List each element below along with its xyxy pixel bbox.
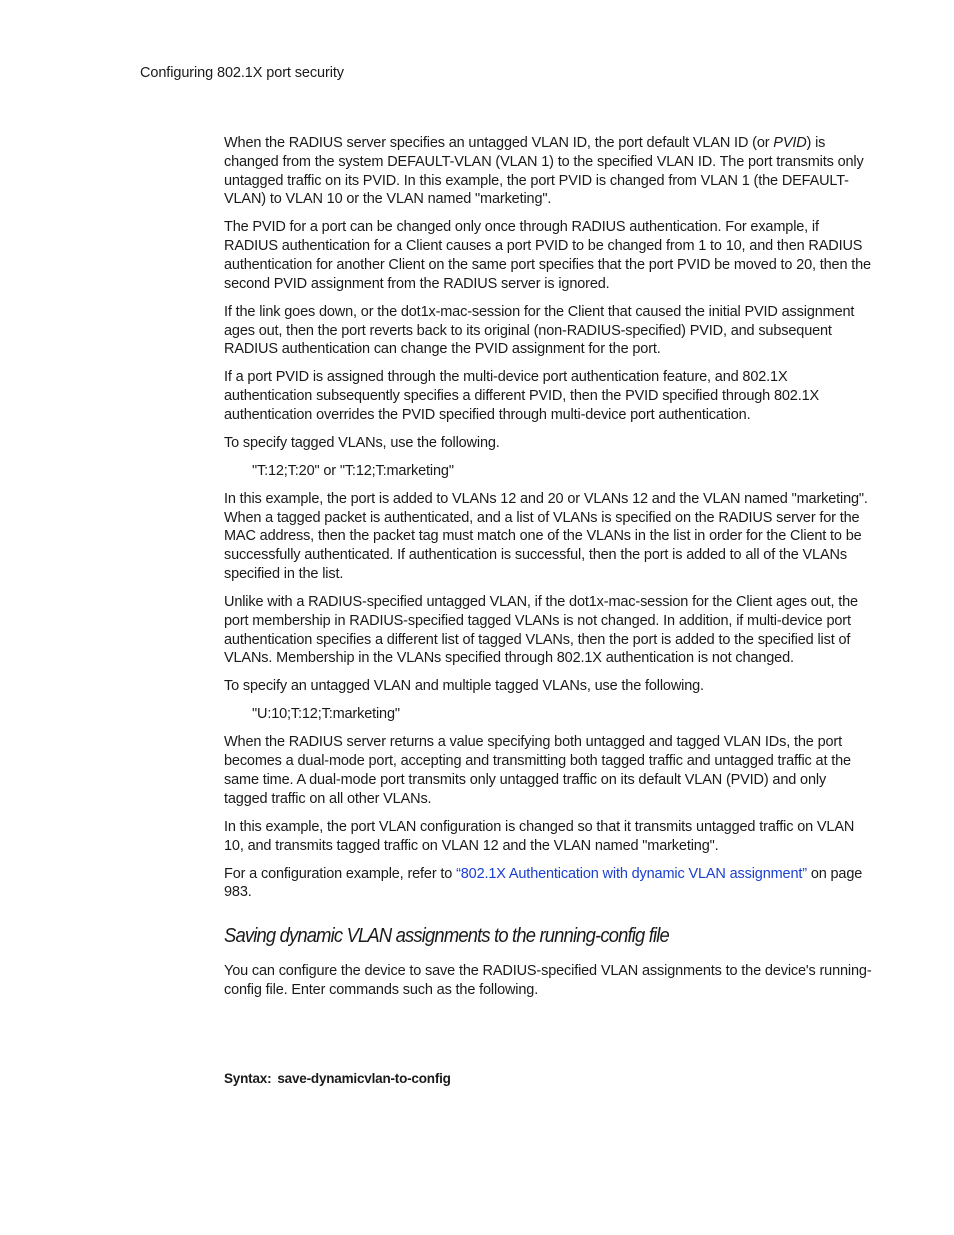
paragraph-pvid-intro: When the RADIUS server specifies an untagged VLAN ID, the port default VLAN ID (or PVID) is changed from the system DEFAULT-VLAN (VLAN 1) to the specified VLAN ID. The port transmits only untagged traffic on its PVID. In this example, the port PVID is changed from VLAN 1 (the DEFAULT-VLAN) to VLAN 10 or the VLAN named "marketing". bbox=[224, 135, 864, 208]
paragraph-dual-example: In this example, the port VLAN configuration is changed so that it transmits untagged traffic on VLAN 10, and transmits tagged traffic on VLAN 12 and the VLAN named "marketing". bbox=[224, 818, 855, 854]
running-header: Configuring 802.1X port security bbox=[140, 65, 344, 81]
paragraph-untagged-multi-intro: To specify an untagged VLAN and multiple tagged VLANs, use the following. bbox=[224, 678, 704, 695]
paragraph-tagged-explain: In this example, the port is added to VLANs 12 and 20 or VLANs 12 and the VLAN named "marketing". When a tagged packet is authenticated, and a list of VLANs is specified on the RADIUS server for the MAC address, then the packet tag must match one of the VLANs in the list in order for the Client to be successfully authenticated. If authentication is successful, then the port is added to all of the VLANs specified in the list. bbox=[224, 490, 868, 583]
syntax-label: Syntax: bbox=[224, 1071, 272, 1086]
term-pvid: PVID bbox=[773, 135, 807, 151]
paragraph-unlike-untagged: Unlike with a RADIUS-specified untagged VLAN, if the dot1x-mac-session for the Client ages out, the port membership in RADIUS-specified tagged VLANs is not changed. In addition, if multi-device port authentication specifies a different list of tagged VLANs, then the port is added to the specified list of VLANs. Membership in the VLANs specified through 802.1X authentication is not changed. bbox=[224, 594, 858, 667]
paragraph-multi-device: If a port PVID is assigned through the multi-device port authentication feature, and 802.1X authentication subsequently specifies a different PVID, then the PVID specified through 802.1X authentication overrides the PVID specified through multi-device port authentication. bbox=[224, 369, 820, 423]
syntax-line bbox=[224, 1071, 451, 1086]
main-content bbox=[224, 134, 872, 1009]
code-example-tagged: "T:12;T:20" or "T:12;T:marketing" bbox=[252, 462, 454, 479]
syntax-command: save-dynamicvlan-to-config bbox=[277, 1071, 451, 1086]
code-example-dual: "U:10;T:12;T:marketing" bbox=[252, 706, 400, 723]
paragraph-pvid-once: The PVID for a port can be changed only once through RADIUS authentication. For example, if RADIUS authentication for a Client causes a port PVID to be changed from 1 to 10, and then RADIUS authentication for another Client on the same port specifies that the port PVID be moved to 20, then the second PVID assignment from the RADIUS server is ignored. bbox=[224, 219, 871, 292]
paragraph-config-example: For a configuration example, refer to “802.1X Authentication with dynamic VLAN assignment” on page 983. bbox=[224, 865, 863, 901]
paragraph-dual-mode: When the RADIUS server returns a value specifying both untagged and tagged VLAN IDs, the port becomes a dual-mode port, accepting and transmitting both tagged traffic and untagged traffic at the same time. A dual-mode port transmits only untagged traffic on its default VLAN (PVID) and only tagged traffic on all other VLANs. bbox=[224, 734, 851, 807]
paragraph-link-down: If the link goes down, or the dot1x-mac-session for the Client that caused the initial PVID assignment ages out, then the port reverts back to its original (non-RADIUS-specified) PVID, and subsequent RADIUS authentication can change the PVID assignment for the port. bbox=[224, 303, 855, 358]
section-title: Saving dynamic VLAN assignments to the running-config file bbox=[224, 925, 669, 948]
paragraph-tagged-intro: To specify tagged VLANs, use the following. bbox=[224, 434, 500, 451]
paragraph-save-config: You can configure the device to save the RADIUS-specified VLAN assignments to the device's running-config file. Enter commands such as the following. bbox=[224, 963, 872, 998]
cross-reference-link[interactable]: “802.1X Authentication with dynamic VLAN assignment” bbox=[456, 865, 807, 882]
